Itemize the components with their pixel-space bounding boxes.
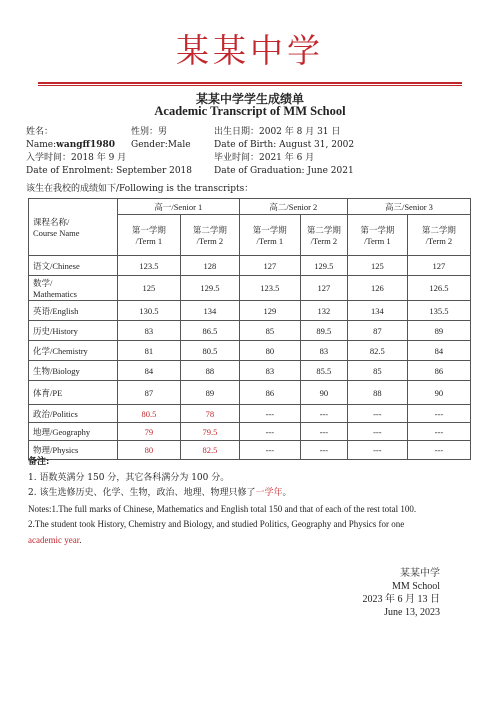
score-cell: 85 bbox=[347, 361, 407, 381]
score-cell: 90 bbox=[300, 381, 347, 405]
score-cell: --- bbox=[347, 423, 407, 441]
subject-cell: 生物/Biology bbox=[29, 361, 118, 381]
score-cell: 89 bbox=[180, 381, 239, 405]
score-cell: 129.5 bbox=[180, 276, 239, 301]
note-en-1: Notes:1.The full marks of Chinese, Mathematics and English total 150 and that of each of the rest total 100. bbox=[28, 503, 417, 514]
score-cell: 127 bbox=[300, 276, 347, 301]
score-cell: 80 bbox=[239, 341, 300, 361]
year-header: 高二/Senior 2 bbox=[239, 199, 347, 215]
grad-en: Date of Graduation: June 2021 bbox=[214, 166, 354, 176]
score-cell: --- bbox=[347, 405, 407, 423]
gender-en: Gender:Male bbox=[131, 140, 191, 150]
subject-cell: 化学/Chemistry bbox=[29, 341, 118, 361]
subject-cell: 物理/Physics bbox=[29, 441, 118, 460]
name-cn-label: 姓名： bbox=[26, 127, 54, 137]
transcript-intro: 该生在我校的成绩如下/Following is the transcripts： bbox=[26, 184, 254, 194]
notes-label: 备注: bbox=[28, 457, 50, 467]
score-cell: 90 bbox=[407, 381, 470, 405]
score-cell: 89.5 bbox=[300, 321, 347, 341]
term-header: 第一学期 /Term 1 bbox=[117, 215, 180, 256]
score-cell: 80 bbox=[117, 441, 180, 460]
school-name-heading: 某某中学 bbox=[176, 31, 324, 70]
score-cell: 84 bbox=[407, 341, 470, 361]
score-cell: 129.5 bbox=[300, 256, 347, 276]
table-row bbox=[29, 381, 471, 405]
student-name-value: wangff1980 bbox=[56, 140, 115, 150]
score-cell: --- bbox=[407, 423, 470, 441]
course-name-header: 课程名称/ Course Name bbox=[29, 199, 118, 256]
signature-date-en: June 13, 2023 bbox=[384, 607, 440, 618]
score-cell: 85.5 bbox=[300, 361, 347, 381]
score-cell: 80.5 bbox=[117, 405, 180, 423]
score-cell: 86 bbox=[407, 361, 470, 381]
score-cell: 130.5 bbox=[117, 301, 180, 321]
score-cell: 123.5 bbox=[239, 276, 300, 301]
subject-cell: 语文/Chinese bbox=[29, 256, 118, 276]
note-cn-1: 1. 语数英满分 150 分，其它各科满分为 100 分。 bbox=[28, 472, 230, 483]
score-cell: 126 bbox=[347, 276, 407, 301]
table-row bbox=[29, 301, 471, 321]
score-cell: 87 bbox=[347, 321, 407, 341]
score-cell: 83 bbox=[117, 321, 180, 341]
score-cell: --- bbox=[347, 441, 407, 460]
score-cell: --- bbox=[239, 423, 300, 441]
score-cell: --- bbox=[300, 405, 347, 423]
term-header: 第二学期 /Term 2 bbox=[180, 215, 239, 256]
score-cell: --- bbox=[407, 405, 470, 423]
transcript-title-en: Academic Transcript of MM School bbox=[154, 104, 346, 118]
score-cell: 129 bbox=[239, 301, 300, 321]
year-header: 高三/Senior 3 bbox=[347, 199, 470, 215]
dob-en: Date of Birth: August 31, 2002 bbox=[214, 140, 355, 150]
score-cell: 78 bbox=[180, 405, 239, 423]
subject-cell: 英语/English bbox=[29, 301, 118, 321]
table-row bbox=[29, 423, 471, 441]
signature-school-en: MM School bbox=[391, 581, 440, 592]
notes-section bbox=[28, 455, 473, 548]
score-cell: 83 bbox=[300, 341, 347, 361]
score-cell: --- bbox=[300, 423, 347, 441]
note-en-2 bbox=[28, 517, 473, 548]
score-cell: 85 bbox=[239, 321, 300, 341]
header-rule-thin bbox=[38, 85, 462, 86]
score-cell: 81 bbox=[117, 341, 180, 361]
score-cell: 89 bbox=[407, 321, 470, 341]
enrol-cn: 入学时间：2018 年 9 月 bbox=[26, 153, 127, 163]
score-cell: 128 bbox=[180, 256, 239, 276]
score-cell: 82.5 bbox=[347, 341, 407, 361]
table-row bbox=[29, 341, 471, 361]
note-en-2-highlight: academic year bbox=[28, 534, 80, 545]
gender-cn: 性别：男 bbox=[131, 127, 168, 137]
subject-cell: 体育/PE bbox=[29, 381, 118, 405]
year-header: 高一/Senior 1 bbox=[117, 199, 239, 215]
transcript-title-cn: 某某中学学生成绩单 bbox=[195, 92, 304, 106]
term-header: 第二学期 /Term 2 bbox=[407, 215, 470, 256]
score-cell: --- bbox=[239, 405, 300, 423]
score-cell: 127 bbox=[407, 256, 470, 276]
score-cell: 132 bbox=[300, 301, 347, 321]
name-en-label: Name: bbox=[26, 140, 57, 150]
score-cell: 80.5 bbox=[180, 341, 239, 361]
score-cell: 88 bbox=[347, 381, 407, 405]
score-cell: 79 bbox=[117, 423, 180, 441]
subject-cell: 地理/Geography bbox=[29, 423, 118, 441]
score-cell: 125 bbox=[117, 276, 180, 301]
score-cell: 134 bbox=[347, 301, 407, 321]
note-cn-2-text: 2. 该生选修历史、化学、生物，政治、地理、物理只修了 bbox=[28, 488, 256, 498]
year-header-row bbox=[29, 199, 471, 215]
score-cell: 88 bbox=[180, 361, 239, 381]
subject-cell: 历史/History bbox=[29, 321, 118, 341]
note-en-2-end: . bbox=[79, 534, 82, 545]
score-cell: 87 bbox=[117, 381, 180, 405]
score-cell: 123.5 bbox=[117, 256, 180, 276]
table-row bbox=[29, 276, 471, 301]
enrol-en: Date of Enrolment: September 2018 bbox=[26, 166, 193, 176]
signature-block bbox=[280, 567, 440, 619]
note-cn-2-highlight: 一学年 bbox=[255, 488, 283, 498]
score-cell: 84 bbox=[117, 361, 180, 381]
header-rule-thick bbox=[38, 82, 462, 84]
note-cn-2 bbox=[28, 486, 473, 502]
score-cell: --- bbox=[239, 441, 300, 460]
table-row bbox=[29, 361, 471, 381]
score-cell: 83 bbox=[239, 361, 300, 381]
score-cell: 127 bbox=[239, 256, 300, 276]
term-header: 第一学期 /Term 1 bbox=[347, 215, 407, 256]
note-en-2-text: 2.The student took History, Chemistry and Biology, and studied Politics, Geography and Physics for one bbox=[28, 519, 405, 529]
table-row bbox=[29, 405, 471, 423]
signature-date-cn: 2023 年 6 月 13 日 bbox=[362, 594, 440, 605]
name-en bbox=[26, 140, 115, 151]
score-cell: --- bbox=[300, 441, 347, 460]
note-cn-2-end: 。 bbox=[282, 488, 292, 498]
score-cell: 135.5 bbox=[407, 301, 470, 321]
subject-cell: 数学/ Mathematics bbox=[29, 276, 118, 301]
score-cell: 126.5 bbox=[407, 276, 470, 301]
grades-table bbox=[28, 198, 471, 460]
signature-school-cn: 某某中学 bbox=[400, 568, 440, 579]
score-cell: 79.5 bbox=[180, 423, 239, 441]
table-row bbox=[29, 256, 471, 276]
term-header: 第一学期 /Term 1 bbox=[239, 215, 300, 256]
subject-cell: 政治/Politics bbox=[29, 405, 118, 423]
score-cell: 82.5 bbox=[180, 441, 239, 460]
grad-cn: 毕业时间：2021 年 6 月 bbox=[214, 153, 315, 163]
score-cell: --- bbox=[407, 441, 470, 460]
score-cell: 86 bbox=[239, 381, 300, 405]
score-cell: 134 bbox=[180, 301, 239, 321]
score-cell: 125 bbox=[347, 256, 407, 276]
table-row bbox=[29, 321, 471, 341]
term-header: 第二学期 /Term 2 bbox=[300, 215, 347, 256]
dob-cn: 出生日期：2002 年 8 月 31 日 bbox=[214, 127, 341, 137]
score-cell: 86.5 bbox=[180, 321, 239, 341]
